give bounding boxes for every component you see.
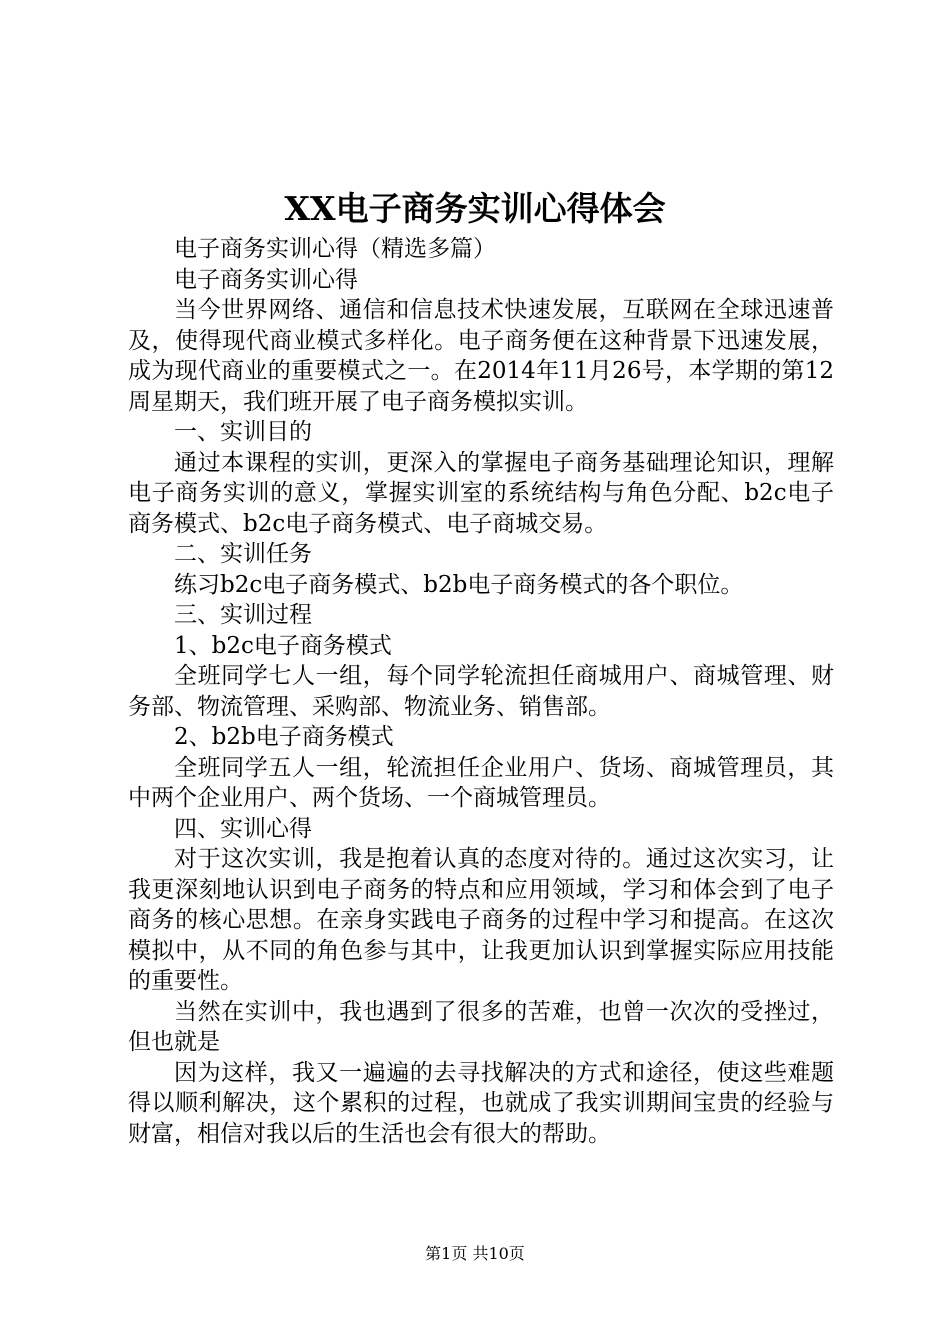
page-number-footer: 第1页 共10页 xyxy=(425,1244,525,1263)
paragraph-b2c: 全班同学七人一组，每个同学轮流担任商城用户、商城管理、财务部、物流管理、采购部、物流业务、销售部。 xyxy=(128,663,834,720)
paragraph-task: 练习b2c电子商务模式、b2b电子商务模式的各个职位。 xyxy=(174,571,744,598)
section-heading-purpose: 一、实训目的 xyxy=(174,419,312,445)
paragraph-purpose: 通过本课程的实训，更深入的掌握电子商务基础理论知识，理解电子商务实训的意义，掌握实训室的系统结构与角色分配、b2c电子商务模式、b2c电子商务模式、电子商城交易。 xyxy=(128,449,834,537)
paragraph-reflection-2: 当然在实训中，我也遇到了很多的苦难，也曾一次次的受挫过，但也就是 xyxy=(128,998,834,1055)
document-body xyxy=(128,234,834,1149)
paragraph-reflection-1: 对于这次实训，我是抱着认真的态度对待的。通过这次实习，让我更深刻地认识到电子商务的特点和应用领域，学习和体会到了电子商务的核心思想。在亲身实践电子商务的过程中学习和提高。在这次模拟中，从不同的角色参与其中，让我更加认识到掌握实际应用技能的重要性。 xyxy=(128,846,834,994)
subheading-b2c: 1、b2c电子商务模式 xyxy=(174,632,392,659)
paragraph-b2b: 全班同学五人一组，轮流担任企业用户、货场、商城管理员，其中两个企业用户、两个货场、一个商城管理员。 xyxy=(128,754,834,811)
section-heading-task: 二、实训任务 xyxy=(174,541,312,567)
section-heading-process: 三、实训过程 xyxy=(174,602,312,628)
paragraph-intro: 当今世界网络、通信和信息技术快速发展，互联网在全球迅速普及，使得现代商业模式多样化。电子商务便在这种背景下迅速发展，成为现代商业的重要模式之一。在2014年11月26号，本学期的第12周星期天，我们班开展了电子商务模拟实训。 xyxy=(128,297,834,415)
document-title: XX电子商务实训心得体会 xyxy=(284,189,666,228)
paragraph-reflection-3: 因为这样，我又一遍遍的去寻找解决的方式和途径，使这些难题得以顺利解决，这个累积的过程，也就成了我实训期间宝贵的经验与财富，相信对我以后的生活也会有很大的帮助。 xyxy=(128,1059,834,1147)
section-heading-reflection: 四、实训心得 xyxy=(174,815,312,842)
subheading-b2b: 2、b2b电子商务模式 xyxy=(174,724,394,750)
paragraph-heading: 电子商务实训心得 xyxy=(174,266,358,293)
paragraph-subtitle: 电子商务实训心得（精选多篇） xyxy=(174,236,496,262)
